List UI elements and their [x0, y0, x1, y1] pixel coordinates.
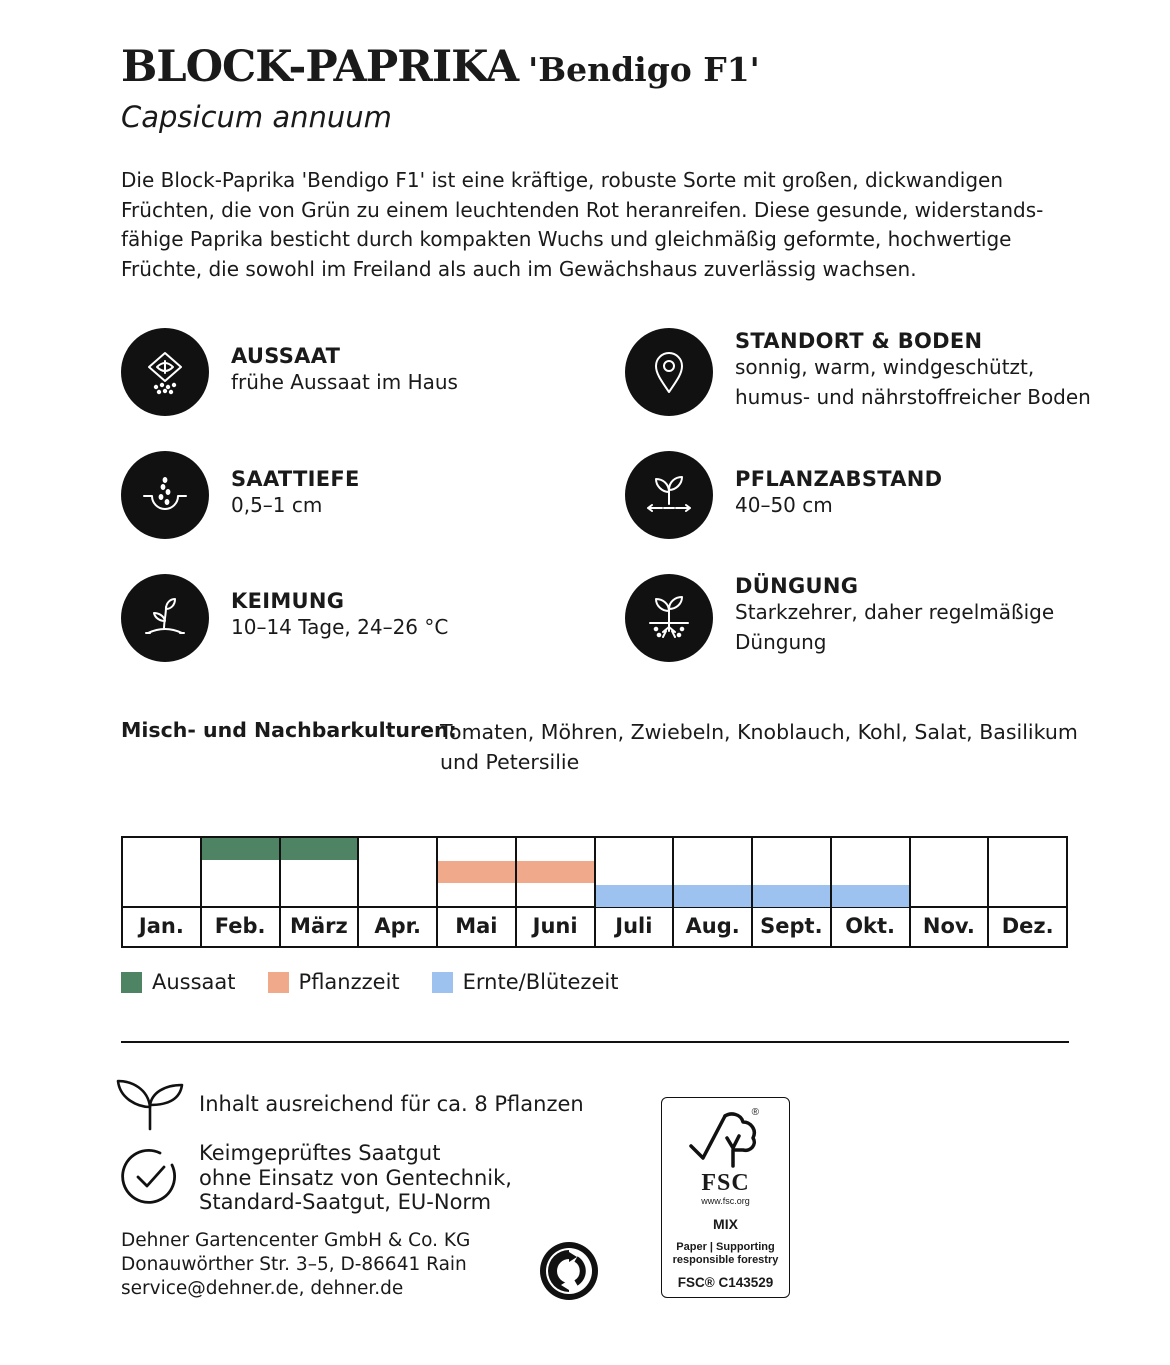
sprout-icon [121, 574, 209, 662]
calendar-bar-area [202, 838, 279, 908]
info-value: 0,5–1 cm [231, 493, 323, 517]
intro-line: fähige Paprika besticht durch kompakten Wuchs und gleichmäßig geformte, hochwertige [121, 227, 1012, 251]
seed-depth-icon [121, 451, 209, 539]
intro-line: Die Block-Paprika 'Bendigo F1' ist eine kräftige, robuste Sorte mit großen, dickwandigen [121, 168, 1003, 192]
quality-note [199, 1141, 512, 1215]
quality-line: Standard-Saatgut, EU-Norm [199, 1190, 492, 1214]
company-line: service@dehner.de, dehner.de [121, 1278, 404, 1300]
calendar-month-column [751, 838, 830, 946]
info-value: Starkzehrer, daher regelmäßige [735, 600, 1055, 624]
companions-line: und Petersilie [440, 749, 580, 774]
fsc-tree-check-icon [687, 1108, 765, 1168]
calendar-month-column [357, 838, 436, 946]
calendar-bar-area [832, 838, 909, 908]
plant-sprout-icon [116, 1075, 186, 1135]
fsc-label [661, 1097, 790, 1298]
info-pflanzabstand [735, 467, 942, 521]
info-value: 10–14 Tage, 24–26 °C [231, 615, 449, 639]
calendar-month-label: Jan. [138, 914, 184, 938]
title-variety: 'Bendigo F1' [528, 50, 760, 89]
info-value: 40–50 cm [735, 493, 833, 517]
legend-label: Ernte/Blütezeit [462, 970, 619, 994]
checkmark-circle-icon [120, 1147, 180, 1211]
companions-label: Misch- und Nachbarkulturen: [121, 718, 457, 742]
calendar-month-label: Okt. [845, 914, 896, 938]
fsc-url: www.fsc.org [701, 1196, 750, 1206]
product-title [121, 42, 760, 92]
intro-text [121, 166, 1081, 284]
info-saattiefe [231, 467, 360, 521]
fsc-name: FSC [701, 1170, 750, 1196]
calendar-month-column [515, 838, 594, 946]
calendar-month-label: Juli [615, 914, 653, 938]
fsc-description [666, 1241, 785, 1267]
info-label: KEIMUNG [231, 589, 345, 613]
latin-name: Capsicum annuum [121, 100, 392, 134]
fsc-mix: MIX [713, 1216, 738, 1232]
seed-packet-icon [121, 328, 209, 416]
calendar-bar-area [596, 838, 673, 908]
calendar-bar-area [281, 838, 358, 908]
legend-label: Pflanzzeit [298, 970, 400, 994]
info-duengung [735, 574, 1054, 657]
info-standort [735, 329, 1091, 412]
info-value: frühe Aussaat im Haus [231, 370, 458, 394]
calendar-bar-area [911, 838, 988, 908]
calendar-month-label: Sept. [760, 914, 823, 938]
info-value: sonnig, warm, windgeschützt, [735, 355, 1035, 379]
info-label: STANDORT & BODEN [735, 329, 983, 353]
calendar-legend [121, 970, 650, 994]
info-label: DÜNGUNG [735, 574, 859, 598]
quality-line: ohne Einsatz von Gentechnik, [199, 1165, 512, 1190]
harvest-bar [832, 885, 909, 907]
legend-item-plant [268, 970, 400, 994]
fsc-desc-line: responsible forestry [672, 1254, 779, 1266]
calendar-month-column [830, 838, 909, 946]
calendar-bar-area [674, 838, 751, 908]
calendar-month-label: Feb. [214, 914, 266, 938]
calendar-month-column [279, 838, 358, 946]
content-note: Inhalt ausreichend für ca. 8 Pflanzen [199, 1092, 584, 1116]
company-info [121, 1229, 470, 1302]
fsc-desc-line: Paper | Supporting [676, 1241, 775, 1253]
calendar-month-label: Dez. [1001, 914, 1054, 938]
calendar-month-label: März [290, 914, 348, 938]
info-value: humus- und nährstoffreicher Boden [735, 384, 1091, 409]
company-line: Donauwörther Str. 3–5, D-86641 Rain [121, 1254, 467, 1276]
green-dot-recycling-icon [538, 1240, 600, 1306]
legend-swatch-harvest [432, 972, 453, 993]
intro-line: Früchte, die sowohl im Freiland als auch im Gewächshaus zuverlässig wachsen. [121, 256, 917, 281]
sow-bar [281, 838, 358, 860]
quality-line: Keimgeprüftes Saatgut [199, 1141, 441, 1165]
calendar-month-label: Juni [532, 914, 578, 938]
info-label: AUSSAAT [231, 344, 341, 368]
calendar-bar-area [989, 838, 1066, 908]
sowing-calendar [121, 836, 1068, 948]
plant-bar [517, 861, 594, 883]
legend-item-sow [121, 970, 236, 994]
company-line: Dehner Gartencenter GmbH & Co. KG [121, 1230, 471, 1251]
location-pin-icon [625, 328, 713, 416]
info-value: Düngung [735, 629, 827, 654]
fsc-registered-mark: ® [751, 1107, 759, 1118]
info-keimung [231, 589, 448, 643]
calendar-month-column [123, 838, 200, 946]
harvest-bar [674, 885, 751, 907]
companions-line: Tomaten, Möhren, Zwiebeln, Knoblauch, Kohl, Salat, Basilikum [440, 720, 1078, 744]
calendar-bar-area [123, 838, 200, 908]
companions-list [440, 718, 1080, 777]
plant-bar [438, 861, 515, 883]
legend-swatch-plant [268, 972, 289, 993]
calendar-month-column [436, 838, 515, 946]
title-main: BLOCK-PAPRIKA [121, 42, 519, 92]
calendar-month-label: Aug. [685, 914, 740, 938]
legend-item-harvest [432, 970, 619, 994]
legend-label: Aussaat [152, 970, 236, 994]
calendar-bar-area [359, 838, 436, 908]
fsc-code: FSC® C143529 [677, 1275, 774, 1290]
sow-bar [202, 838, 279, 860]
divider [121, 1041, 1069, 1043]
legend-swatch-sow [121, 972, 142, 993]
calendar-month-column [672, 838, 751, 946]
calendar-bar-area [438, 838, 515, 908]
calendar-month-column [987, 838, 1066, 946]
info-label: SAATTIEFE [231, 467, 360, 491]
calendar-bar-area [753, 838, 830, 908]
harvest-bar [596, 885, 673, 907]
calendar-month-column [200, 838, 279, 946]
info-label: PFLANZABSTAND [735, 467, 943, 491]
calendar-month-label: Nov. [922, 914, 975, 938]
harvest-bar [753, 885, 830, 907]
intro-line: Früchten, die von Grün zu einem leuchtenden Rot heranreifen. Diese gesunde, widerstands- [121, 197, 1044, 222]
fertilizer-roots-icon [625, 574, 713, 662]
calendar-month-label: Mai [455, 914, 498, 938]
info-aussaat [231, 344, 458, 398]
calendar-month-column [594, 838, 673, 946]
calendar-bar-area [517, 838, 594, 908]
calendar-month-label: Apr. [374, 914, 421, 938]
calendar-month-column [909, 838, 988, 946]
plant-spacing-icon [625, 451, 713, 539]
